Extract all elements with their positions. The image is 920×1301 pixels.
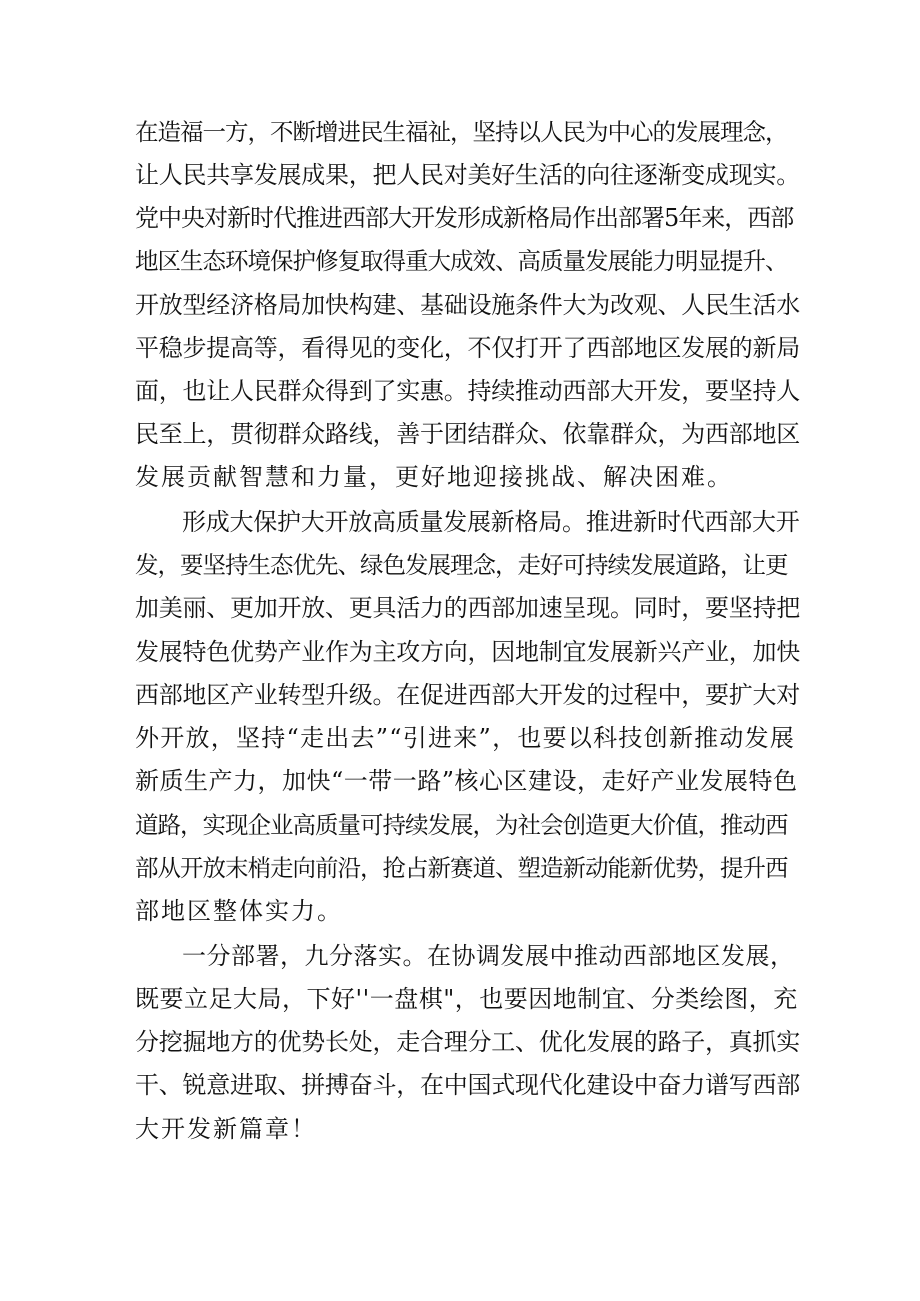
text-line: 民至上，贯彻群众路线，善于团结群众、依靠群众，为西部地区: [135, 420, 800, 448]
text-line: 一分部署，九分落实。在协调发展中推动西部地区发展，: [182, 942, 795, 970]
text-line: 干、锐意进取、拼搏奋斗，在中国式现代化建设中奋力谱写西部: [135, 1071, 800, 1099]
text-line: 发展贡献智慧和力量，更好地迎接挑战、解决困难。: [135, 463, 733, 491]
text-line: 加美丽、更加开放、更具活力的西部加速呈现。同时，要坚持把: [135, 594, 800, 622]
text-line: 道路，实现企业高质量可持续发展，为社会创造更大价值，推动西: [135, 811, 788, 839]
text-line: 开放型经济格局加快构建、基础设施条件大为改观、人民生活水: [135, 291, 800, 319]
text-line: 地区生态环境保护修复取得重大成效、高质量发展能力明显提升、: [135, 247, 788, 275]
text-line: 外开放，坚持“走出去”“引进来”，也要以科技创新推动发展: [135, 724, 796, 752]
text-line: 党中央对新时代推进西部大开发形成新格局作出部署5年来，西部: [135, 204, 794, 232]
text-line: 发展特色优势产业作为主攻方向，因地制宜发展新兴产业，加快: [135, 638, 800, 666]
text-line: 在造福一方，不断增进民生福祉，坚持以人民为中心的发展理念，: [135, 118, 788, 146]
text-line: 部从开放末梢走向前沿，抢占新赛道、塑造新动能新优势，提升西: [135, 854, 788, 882]
text-line: 形成大保护大开放高质量发展新格局。推进新时代西部大开: [182, 508, 800, 536]
text-line: 既要立足大局，下好''一盘棋"，也要因地制宜、分类绘图，充: [135, 985, 798, 1013]
text-line: 分挖掘地方的优势长处，走合理分工、优化发展的路子，真抓实: [135, 1028, 800, 1056]
text-line: 部地区整体实力。: [135, 897, 343, 925]
text-line: 让人民共享发展成果，把人民对美好生活的向往逐渐变成现实。: [135, 161, 800, 189]
text-line: 发，要坚持生态优先、绿色发展理念，走好可持续发展道路，让更: [135, 551, 788, 579]
text-line: 西部地区产业转型升级。在促进西部大开发的过程中，要扩大对: [135, 681, 800, 709]
text-line: 大开发新篇章！: [135, 1115, 317, 1143]
text-line: 新质生产力，加快“一带一路”核心区建设，走好产业发展特色: [135, 767, 798, 795]
text-line: 平稳步提高等，看得见的变化，不仅打开了西部地区发展的新局: [135, 334, 800, 362]
text-line: 面，也让人民群众得到了实惠。持续推动西部大开发，要坚持人: [135, 377, 800, 405]
